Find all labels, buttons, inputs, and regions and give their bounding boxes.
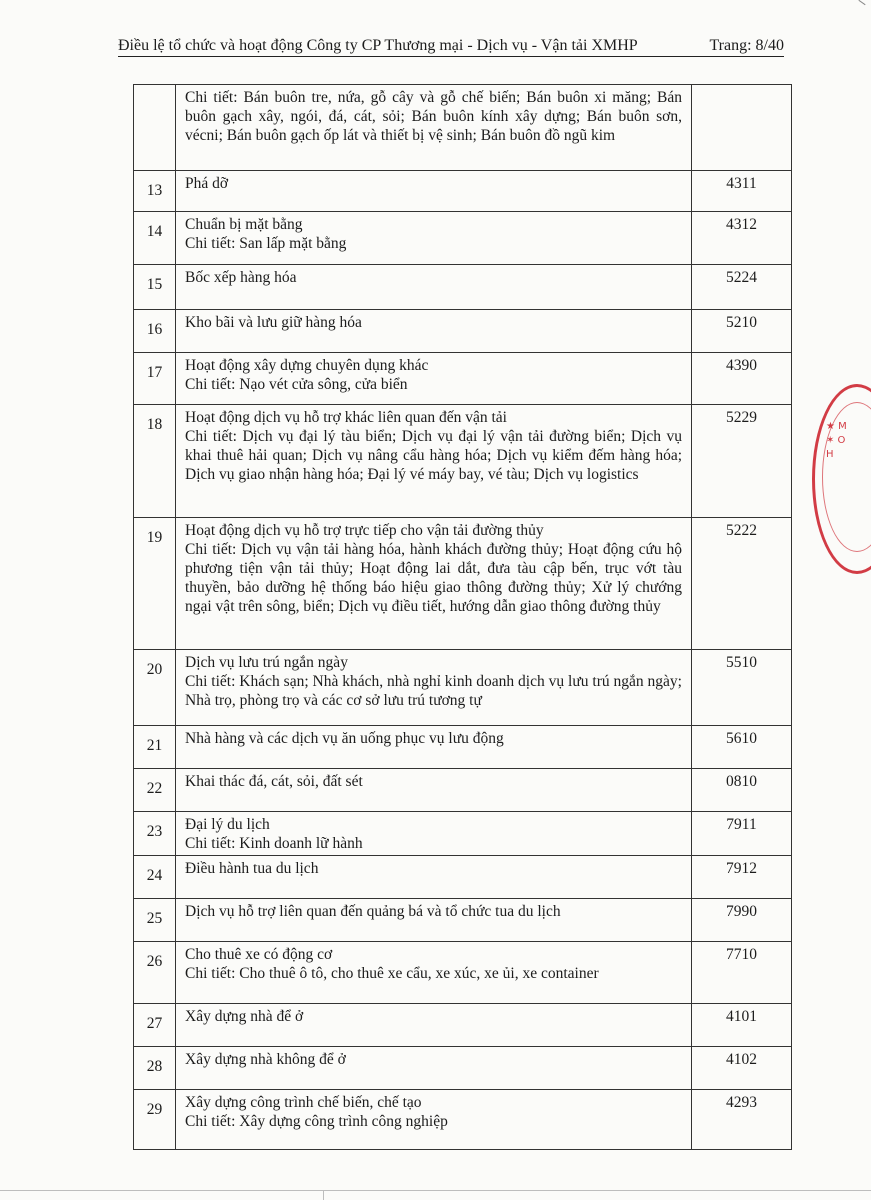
- row-name: Bốc xếp hàng hóa: [185, 269, 297, 286]
- row-number: 16: [134, 310, 176, 353]
- table-row: [134, 942, 792, 1004]
- row-number: 19: [134, 518, 176, 650]
- row-code: 4312: [692, 212, 792, 265]
- row-detail: Chi tiết: Dịch vụ vận tải hàng hóa, hành khách đường thủy; Hoạt động cứu hộ phương tiện vận tải thủy; Hoạt động lai dắt, đưa tàu cập bến, trục vớt tàu thuyền, bảo dưỡng hệ thống báo hiệu giao thông đường thủy; Xử lý chướng ngại vật trên sông, biển; Dịch vụ điều tiết, hướng dẫn giao thông đường thủy: [185, 541, 682, 615]
- table-row: [134, 856, 792, 899]
- row-name: Hoạt động xây dựng chuyên dụng khác: [185, 357, 429, 374]
- page-bottom-tick: [323, 1190, 324, 1200]
- row-code: 5222: [692, 518, 792, 650]
- row-code: 7710: [692, 942, 792, 1004]
- table-row: [134, 769, 792, 812]
- table-row: [134, 1004, 792, 1047]
- table-row: [134, 353, 792, 405]
- table-row: [134, 212, 792, 265]
- row-description: [176, 212, 692, 265]
- table-row: [134, 812, 792, 856]
- row-name: Khai thác đá, cát, sỏi, đất sét: [185, 773, 363, 790]
- table-row: [134, 265, 792, 310]
- row-description: [176, 518, 692, 650]
- table-row: [134, 1047, 792, 1090]
- row-name: Xây dựng nhà không để ở: [185, 1051, 346, 1068]
- row-description: [176, 1004, 692, 1047]
- row-name: Chuẩn bị mặt bằng: [185, 216, 303, 233]
- row-code: 7912: [692, 856, 792, 899]
- row-description: [176, 353, 692, 405]
- row-code: 4311: [692, 171, 792, 212]
- row-number: 26: [134, 942, 176, 1004]
- row-name: Hoạt động dịch vụ hỗ trợ khác liên quan đến vận tải: [185, 409, 507, 426]
- table-row: [134, 85, 792, 171]
- table-row: [134, 899, 792, 942]
- row-number: 22: [134, 769, 176, 812]
- row-description: [176, 1090, 692, 1150]
- table-row: [134, 1090, 792, 1150]
- row-description: [176, 405, 692, 518]
- row-number: [134, 85, 176, 171]
- corner-mark: [858, 0, 865, 5]
- row-description: [176, 650, 692, 726]
- page-bottom-edge: [0, 1190, 871, 1191]
- row-name: Xây dựng công trình chế biến, chế tạo: [185, 1094, 422, 1111]
- row-detail: Chi tiết: Xây dựng công trình công nghiệp: [185, 1113, 448, 1130]
- row-code: 7990: [692, 899, 792, 942]
- table-row: [134, 650, 792, 726]
- table-row: [134, 171, 792, 212]
- row-number: 23: [134, 812, 176, 856]
- row-code: 5610: [692, 726, 792, 769]
- row-description: [176, 265, 692, 310]
- table-row: [134, 726, 792, 769]
- row-number: 13: [134, 171, 176, 212]
- row-code: 0810: [692, 769, 792, 812]
- row-number: 27: [134, 1004, 176, 1047]
- table-row: [134, 310, 792, 353]
- row-number: 14: [134, 212, 176, 265]
- row-detail: Chi tiết: Nạo vét cửa sông, cửa biển: [185, 376, 408, 393]
- row-code: 5510: [692, 650, 792, 726]
- row-name: Đại lý du lịch: [185, 816, 270, 833]
- document-title: Điều lệ tổ chức và hoạt động Công ty CP Thương mại - Dịch vụ - Vận tải XMHP: [118, 37, 638, 54]
- row-name: Dịch vụ hỗ trợ liên quan đến quảng bá và tổ chức tua du lịch: [185, 903, 561, 920]
- row-name: Cho thuê xe có động cơ: [185, 946, 333, 963]
- page-number: Trang: 8/40: [709, 37, 784, 54]
- row-code: 4390: [692, 353, 792, 405]
- row-code: 4101: [692, 1004, 792, 1047]
- row-name: Xây dựng nhà để ở: [185, 1008, 304, 1025]
- row-detail: Chi tiết: Bán buôn tre, nứa, gỗ cây và gỗ chế biến; Bán buôn xi măng; Bán buôn gạch xây, ngói, đá, cát, sỏi; Bán buôn kính xây dựng; Bán buôn sơn, vécni; Bán buôn gạch ốp lát và thiết bị vệ sinh; Bán buôn đồ ngũ kim: [185, 89, 682, 144]
- row-detail: Chi tiết: Khách sạn; Nhà khách, nhà nghỉ kinh doanh dịch vụ lưu trú ngắn ngày; Nhà trọ, phòng trọ và các cơ sở lưu trú tương tự: [185, 673, 682, 709]
- row-code: 5210: [692, 310, 792, 353]
- row-number: 28: [134, 1047, 176, 1090]
- row-description: [176, 942, 692, 1004]
- row-number: 21: [134, 726, 176, 769]
- row-detail: Chi tiết: Cho thuê ô tô, cho thuê xe cẩu, xe xúc, xe ủi, xe container: [185, 965, 599, 982]
- row-description: [176, 899, 692, 942]
- row-name: Dịch vụ lưu trú ngắn ngày: [185, 654, 348, 671]
- company-seal-marks: ★ M ✶ O H: [826, 421, 847, 460]
- row-detail: Chi tiết: San lấp mặt bằng: [185, 235, 347, 252]
- row-name: Nhà hàng và các dịch vụ ăn uống phục vụ lưu động: [185, 730, 504, 747]
- table-row: [134, 518, 792, 650]
- row-description: [176, 310, 692, 353]
- row-name: Kho bãi và lưu giữ hàng hóa: [185, 314, 362, 331]
- row-number: 24: [134, 856, 176, 899]
- page-header: [118, 34, 784, 57]
- row-description: [176, 812, 692, 856]
- row-name: Hoạt động dịch vụ hỗ trợ trực tiếp cho vận tải đường thủy: [185, 522, 544, 539]
- table-row: [134, 405, 792, 518]
- row-number: 25: [134, 899, 176, 942]
- business-lines-table: [133, 84, 792, 1150]
- row-description: [176, 85, 692, 171]
- row-number: 29: [134, 1090, 176, 1150]
- row-description: [176, 856, 692, 899]
- row-number: 18: [134, 405, 176, 518]
- row-number: 15: [134, 265, 176, 310]
- row-code: 7911: [692, 812, 792, 856]
- row-description: [176, 1047, 692, 1090]
- row-detail: Chi tiết: Dịch vụ đại lý tàu biển; Dịch vụ đại lý vận tải đường biển; Dịch vụ khai thuê hải quan; Dịch vụ nâng cẩu hàng hóa; Dịch vụ kiểm đếm hàng hóa; Dịch vụ giao nhận hàng hóa; Đại lý vé máy bay, vé tàu; Dịch vụ logistics: [185, 428, 682, 483]
- row-code: 4293: [692, 1090, 792, 1150]
- row-description: [176, 726, 692, 769]
- row-name: Phá dỡ: [185, 175, 229, 192]
- row-name: Điều hành tua du lịch: [185, 860, 319, 877]
- row-detail: Chi tiết: Kinh doanh lữ hành: [185, 835, 363, 852]
- row-number: 20: [134, 650, 176, 726]
- row-description: [176, 171, 692, 212]
- row-code: 5224: [692, 265, 792, 310]
- row-code: 5229: [692, 405, 792, 518]
- row-number: 17: [134, 353, 176, 405]
- row-code: 4102: [692, 1047, 792, 1090]
- row-code: [692, 85, 792, 171]
- row-description: [176, 769, 692, 812]
